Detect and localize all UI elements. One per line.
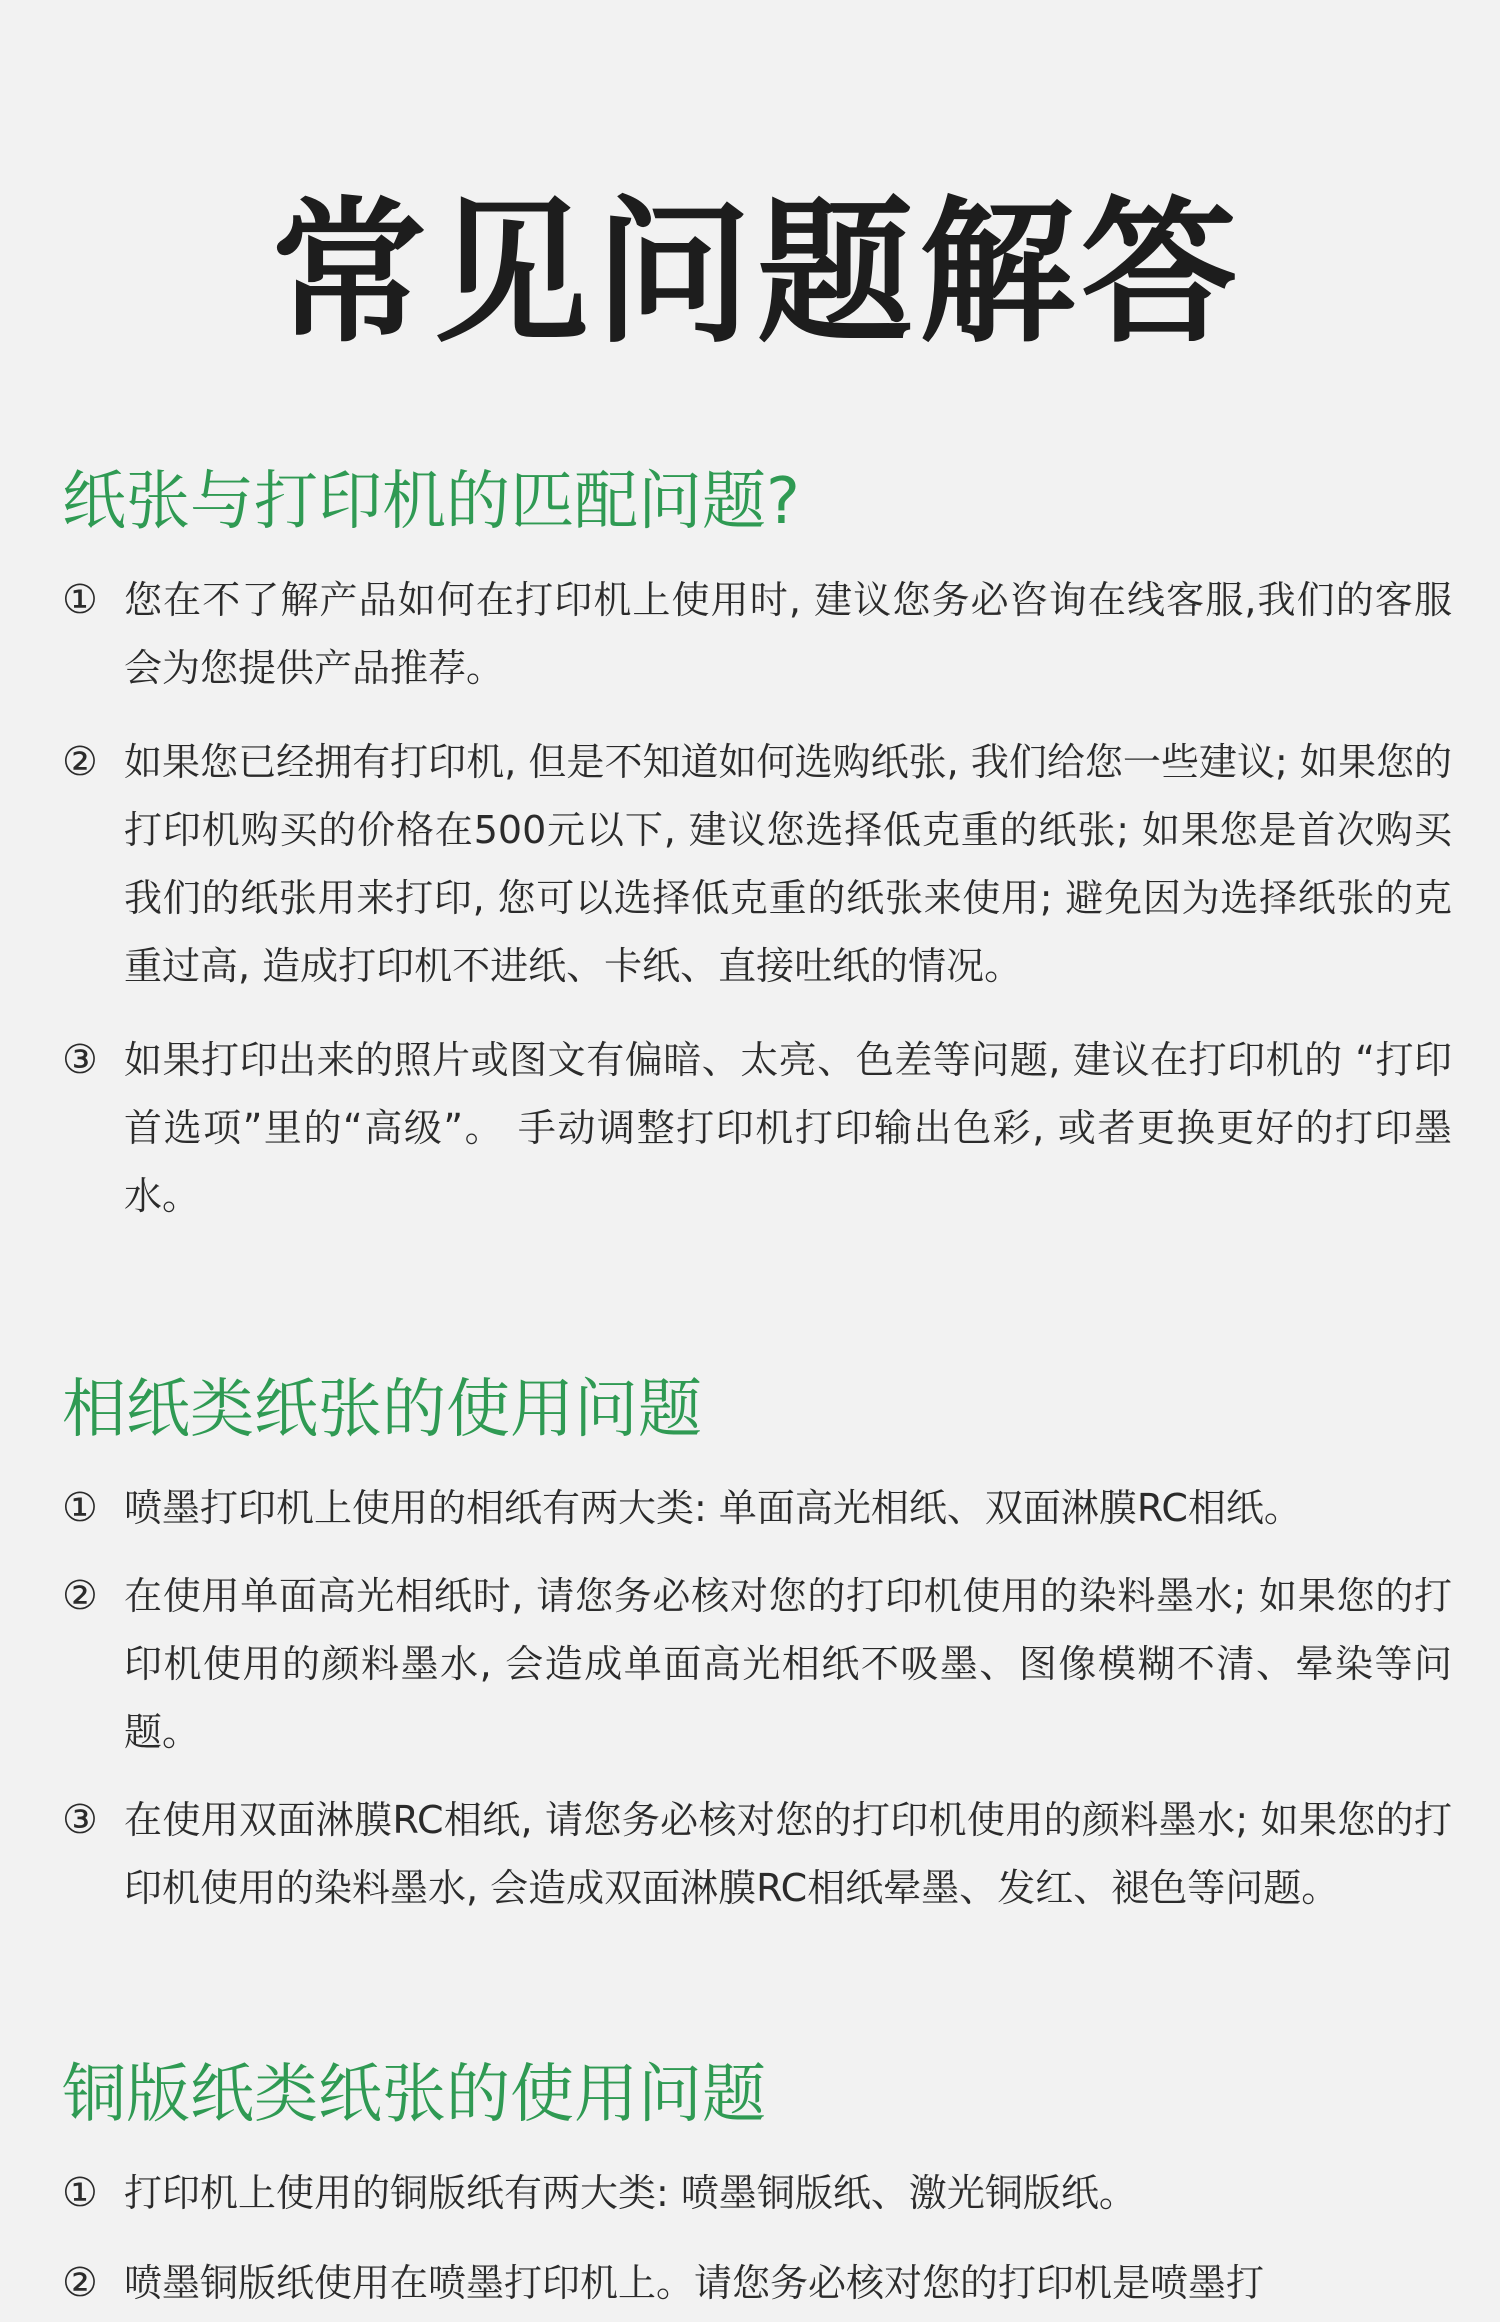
item-number: ② [62, 2260, 98, 2306]
item-text: 喷墨打印机上使用的相纸有两大类: 单面高光相纸、双面淋膜RC相纸。 [124, 1486, 1302, 1530]
item-text: 如果打印出来的照片或图文有偏暗、太亮、色差等问题, 建议在打印机的 “打印首选项”里的“高级”。 手动调整打印机打印输出色彩, 或者更换更好的打印墨水。 [124, 1038, 1452, 1218]
item-text: 在使用单面高光相纸时, 请您务必核对您的打印机使用的染料墨水; 如果您的打印机使用的颜料墨水, 会造成单面高光相纸不吸墨、图像模糊不清、晕染等问题。 [124, 1574, 1452, 1754]
item-number: ① [62, 1485, 98, 1531]
list-item [62, 566, 1452, 702]
item-text: 在使用双面淋膜RC相纸, 请您务必核对您的打印机使用的颜料墨水; 如果您的打印机使用的染料墨水, 会造成双面淋膜RC相纸晕墨、发红、褪色等问题。 [124, 1798, 1452, 1910]
list-item [62, 1474, 1452, 1542]
section-heading: 铜版纸类纸张的使用问题 [62, 2058, 766, 2132]
section-heading: 相纸类纸张的使用问题 [62, 1373, 702, 1447]
section-heading: 纸张与打印机的匹配问题? [62, 465, 800, 539]
item-text: 您在不了解产品如何在打印机上使用时, 建议您务必咨询在线客服,我们的客服会为您提供产品推荐。 [124, 578, 1452, 690]
item-text: 如果您已经拥有打印机, 但是不知道如何选购纸张, 我们给您一些建议; 如果您的打印机购买的价格在500元以下, 建议您选择低克重的纸张; 如果您是首次购买我们的纸张用来打印, 您可以选择低克重的纸张来使用; 避免因为选择纸张的克重过高, 造成打印机不进纸、卡纸、直接吐纸的情况。 [124, 740, 1452, 988]
item-number: ① [62, 577, 98, 623]
item-number: ③ [62, 1037, 98, 1083]
list-item [62, 1786, 1452, 1922]
list-item [62, 2249, 1452, 2317]
section-paper-printer-matching [62, 462, 1452, 1230]
section-coated-paper-usage [62, 2055, 1452, 2317]
item-number: ③ [62, 1797, 98, 1843]
list-item [62, 2159, 1452, 2227]
list-item [62, 728, 1452, 1000]
item-text: 打印机上使用的铜版纸有两大类: 喷墨铜版纸、激光铜版纸。 [124, 2171, 1137, 2215]
item-number: ② [62, 1573, 98, 1619]
qa-list [62, 1474, 1452, 1922]
list-item [62, 1026, 1452, 1230]
item-text: 喷墨铜版纸使用在喷墨打印机上。请您务必核对您的打印机是喷墨打 [124, 2261, 1265, 2305]
item-number: ① [62, 2170, 98, 2216]
section-photo-paper-usage [62, 1370, 1452, 1922]
qa-list [62, 2159, 1452, 2317]
page-title: 常见问题解答 [271, 182, 1243, 364]
list-item [62, 1562, 1452, 1766]
qa-list [62, 566, 1452, 1230]
item-number: ② [62, 739, 98, 785]
